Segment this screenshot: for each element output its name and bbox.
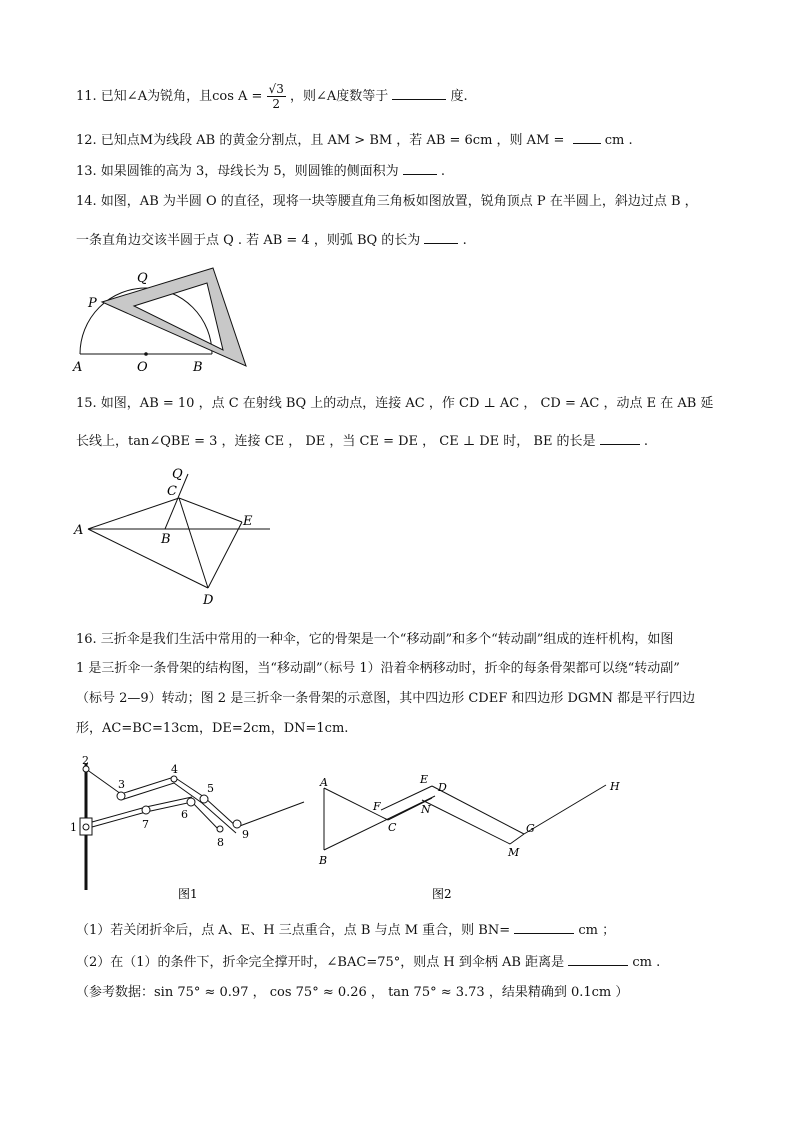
- q16-sub1-pre: （1）若关闭折伞后，点 A、E、H 三点重合，点 B 与点 M 重合，则 BN=: [76, 923, 511, 938]
- fig2-label-d: D: [438, 781, 447, 794]
- q12-answer-blank[interactable]: [573, 131, 601, 144]
- fig2-label-c: C: [388, 821, 397, 834]
- q16-figure-1: [64, 752, 310, 902]
- q13-answer-blank[interactable]: [403, 162, 437, 175]
- question-16-sub1: [76, 921, 615, 939]
- q11-pre: 11. 已知∠A为锐角，且cos A =: [76, 89, 267, 104]
- fig1-label-2: 2: [82, 754, 89, 767]
- label-e: E: [243, 514, 253, 529]
- upper-rib-inner: [121, 783, 236, 833]
- q11-frac-num: √3: [268, 82, 284, 96]
- q13-pre: 13. 如果圆锥的高为 3，母线长为 5，则圆锥的侧面积为: [76, 164, 399, 179]
- question-11: [76, 82, 468, 111]
- segment-nm: [422, 800, 510, 844]
- fig1-label-6: 6: [181, 808, 188, 821]
- question-15-line2: [76, 432, 648, 450]
- q11-post: ，则∠A度数等于: [289, 89, 389, 104]
- center-point-o: [144, 352, 148, 356]
- label-a: A: [73, 360, 83, 375]
- pivot-8: [217, 826, 223, 832]
- fig1-label-9: 9: [242, 828, 249, 841]
- q16-sub2-answer-blank[interactable]: [568, 953, 628, 966]
- q12-pre: 12. 已知点M为线段 AB 的黄金分割点，且 AM > BM ，若 AB = 6cm ，则 AM =: [76, 133, 565, 148]
- label-d: D: [203, 593, 214, 608]
- label-b: B: [193, 360, 203, 375]
- fig2-label-f: F: [373, 800, 381, 813]
- segment-ce: [179, 498, 242, 522]
- fig1-label-4: 4: [171, 763, 178, 776]
- label-a: A: [74, 523, 84, 538]
- q16-sub1-answer-blank[interactable]: [514, 921, 574, 934]
- q11-fraction: [267, 82, 286, 111]
- question-14-line1: 14. 如图，AB 为半圆 O 的直径，现将一块等腰直角三角板如图放置，锐角顶点 P 在半圆上，斜边过点 B ，: [76, 194, 698, 209]
- q15-figure: [66, 464, 276, 614]
- question-16-reference: （参考数据：sin 75° ≈ 0.97 ， cos 75° ≈ 0.26 ， tan 75° ≈ 3.73 ，结果精确到 0.1cm ）: [76, 985, 629, 1000]
- question-16-line1: 16. 三折伞是我们生活中常用的一种伞，它的骨架是一个“移动副”和多个“转动副”组成的连杆机构，如图: [76, 632, 674, 647]
- q14-tail: .: [462, 233, 467, 248]
- fig2-label-b: B: [319, 854, 328, 867]
- pivot-5: [200, 795, 208, 803]
- fig1-label-7: 7: [142, 818, 149, 831]
- q16-figure-2: [310, 768, 630, 904]
- q15-answer-blank[interactable]: [600, 432, 640, 445]
- label-o: O: [137, 360, 148, 375]
- label-p: P: [88, 296, 97, 311]
- q12-tail: cm .: [604, 133, 633, 148]
- triangle-plate: [102, 268, 246, 366]
- question-16-line3: （标号 2—9）转动；图 2 是三折伞一条骨架的示意图，其中四边形 CDEF 和四边形 DGMN 都是平行四边: [76, 691, 696, 706]
- fig2-label-n: N: [421, 803, 431, 816]
- fig2-label-m: M: [508, 846, 520, 859]
- pivot-7: [142, 806, 150, 814]
- slider-block: [80, 818, 92, 835]
- question-16-line2: 1 是三折伞一条骨架的结构图，当“移动副”（标号 1）沿着伞柄移动时，折伞的每条骨架都可以绕“转动副”: [76, 661, 680, 676]
- fig1-caption: 图1: [178, 887, 198, 901]
- question-14-line2: [76, 231, 467, 249]
- q14-answer-blank[interactable]: [424, 231, 458, 244]
- fig1-label-1: 1: [70, 821, 77, 834]
- q11-answer-blank[interactable]: [392, 87, 446, 100]
- fig1-label-5: 5: [207, 782, 214, 795]
- pivot-6: [187, 798, 195, 806]
- segment-gm: [510, 834, 524, 844]
- question-16-line4: 形，AC=BC=13cm，DE=2cm，DN=1cm.: [76, 721, 349, 736]
- question-15-line1: 15. 如图，AB = 10 ，点 C 在射线 BQ 上的动点，连接 AC ，作 CD ⊥ AC ， CD = AC ，动点 E 在 AB 延: [76, 396, 714, 411]
- segment-cd: [179, 498, 208, 588]
- fig2-label-h: H: [610, 780, 620, 793]
- fig1-label-8: 8: [217, 836, 224, 849]
- question-12: [76, 131, 633, 149]
- q16-sub2-pre: （2）在（1）的条件下，折伞完全撑开时，∠BAC=75°，则点 H 到伞柄 AB 距离是: [76, 955, 565, 970]
- question-16-sub2: [76, 953, 660, 971]
- pivot-3: [117, 792, 125, 800]
- q15-tail: .: [643, 434, 648, 449]
- fig2-label-g: G: [526, 822, 535, 835]
- question-13: [76, 162, 445, 180]
- q13-tail: .: [440, 164, 446, 179]
- q14-figure: [66, 262, 266, 378]
- segment-gh: [524, 785, 606, 834]
- fig2-caption: 图2: [432, 887, 452, 901]
- fig1-label-3: 3: [118, 778, 125, 791]
- label-c: C: [167, 484, 177, 499]
- label-q: Q: [137, 271, 148, 286]
- segment-de: [208, 522, 242, 588]
- q14-line2-pre: 一条直角边交该半圆于点 Q . 若 AB = 4 ，则弧 BQ 的长为: [76, 233, 421, 248]
- q16-sub1-tail: cm ；: [578, 923, 616, 938]
- segment-ac: [88, 498, 179, 529]
- q11-tail: 度.: [450, 89, 468, 104]
- q15-line2-pre: 长线上，tan∠QBE = 3 ，连接 CE ， DE ，当 CE = DE ， CE ⊥ DE 时， BE 的长是: [76, 434, 596, 449]
- fig2-label-a: A: [320, 776, 328, 789]
- label-b: B: [161, 532, 171, 547]
- q11-frac-den: 2: [272, 97, 280, 111]
- pivot-9: [233, 820, 241, 828]
- pivot-4: [171, 776, 177, 782]
- label-q: Q: [172, 467, 183, 482]
- q16-sub2-tail: cm .: [632, 955, 661, 970]
- fig2-label-e: E: [420, 773, 429, 786]
- segment-ad: [88, 529, 208, 588]
